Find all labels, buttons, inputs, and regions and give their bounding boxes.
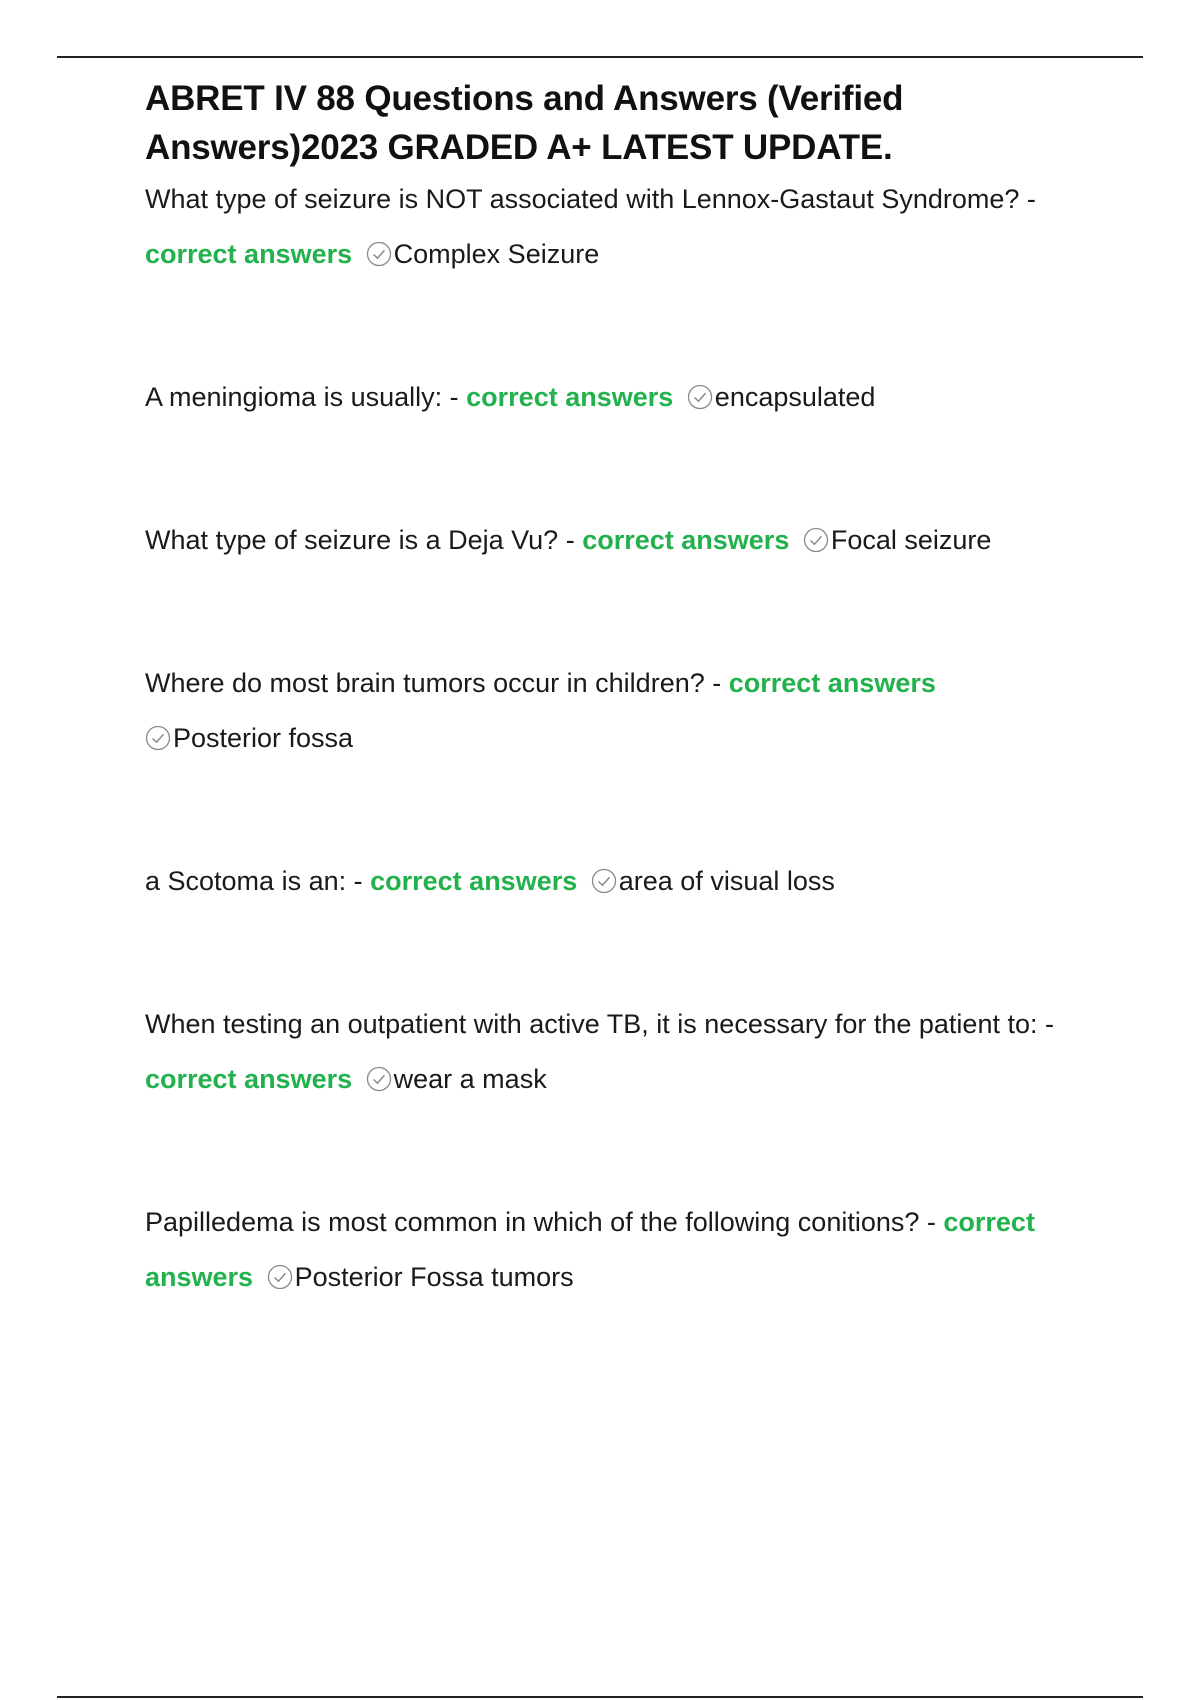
answer-label: correct answers <box>728 668 936 698</box>
answer-text: Complex Seizure <box>393 239 600 269</box>
qa-spacer <box>145 1107 1105 1195</box>
answer-text: encapsulated <box>714 382 876 412</box>
qa-spacer <box>145 425 1105 513</box>
answer-label-part-2: answers <box>145 1262 254 1292</box>
question-text: a Scotoma is an: - <box>145 866 363 896</box>
answer-label: correct answers <box>370 866 578 896</box>
check-circle-icon <box>366 1066 392 1092</box>
qa-item <box>145 513 1105 568</box>
question-text: A meningioma is usually: - <box>145 382 459 412</box>
answer-text: wear a mask <box>393 1064 547 1094</box>
check-circle-icon <box>145 725 171 751</box>
qa-item <box>145 1195 1105 1305</box>
qa-item <box>145 370 1105 425</box>
qa-item <box>145 997 1105 1107</box>
qa-item <box>145 656 1105 766</box>
answer-label: correct answers <box>466 382 674 412</box>
qa-spacer <box>145 568 1105 656</box>
answer-label: correct answers <box>145 239 353 269</box>
answer-label-part-1: correct <box>943 1207 1035 1237</box>
check-circle-icon <box>591 868 617 894</box>
qa-spacer <box>145 282 1105 370</box>
check-circle-icon <box>267 1264 293 1290</box>
top-rule <box>57 56 1143 58</box>
qa-item <box>145 172 1105 282</box>
title-line-1: ABRET IV 88 Questions and Answers (Verified <box>145 79 904 118</box>
qa-spacer <box>145 766 1105 854</box>
question-text: Where do most brain tumors occur in children? - <box>145 668 722 698</box>
check-circle-icon <box>687 384 713 410</box>
document-title <box>145 74 1105 172</box>
answer-label: correct answers <box>582 525 790 555</box>
qa-spacer <box>145 909 1105 997</box>
title-line-2: Answers)2023 GRADED A+ LATEST UPDATE. <box>145 128 893 167</box>
check-circle-icon <box>366 241 392 267</box>
check-circle-icon <box>803 527 829 553</box>
answer-text: area of visual loss <box>618 866 835 896</box>
answer-text: Focal seizure <box>830 525 992 555</box>
question-text: What type of seizure is NOT associated with Lennox-Gastaut Syndrome? - <box>145 184 1036 214</box>
question-text: When testing an outpatient with active TB, it is necessary for the patient to: - <box>145 1009 1054 1039</box>
question-text: Papilledema is most common in which of the following conitions? - <box>145 1207 936 1237</box>
document-body <box>145 74 1105 1305</box>
question-text: What type of seizure is a Deja Vu? - <box>145 525 575 555</box>
answer-text: Posterior Fossa tumors <box>294 1262 574 1292</box>
bottom-rule <box>57 1696 1143 1698</box>
qa-item <box>145 854 1105 909</box>
answer-text: Posterior fossa <box>173 723 354 753</box>
answer-label: correct answers <box>145 1064 353 1094</box>
